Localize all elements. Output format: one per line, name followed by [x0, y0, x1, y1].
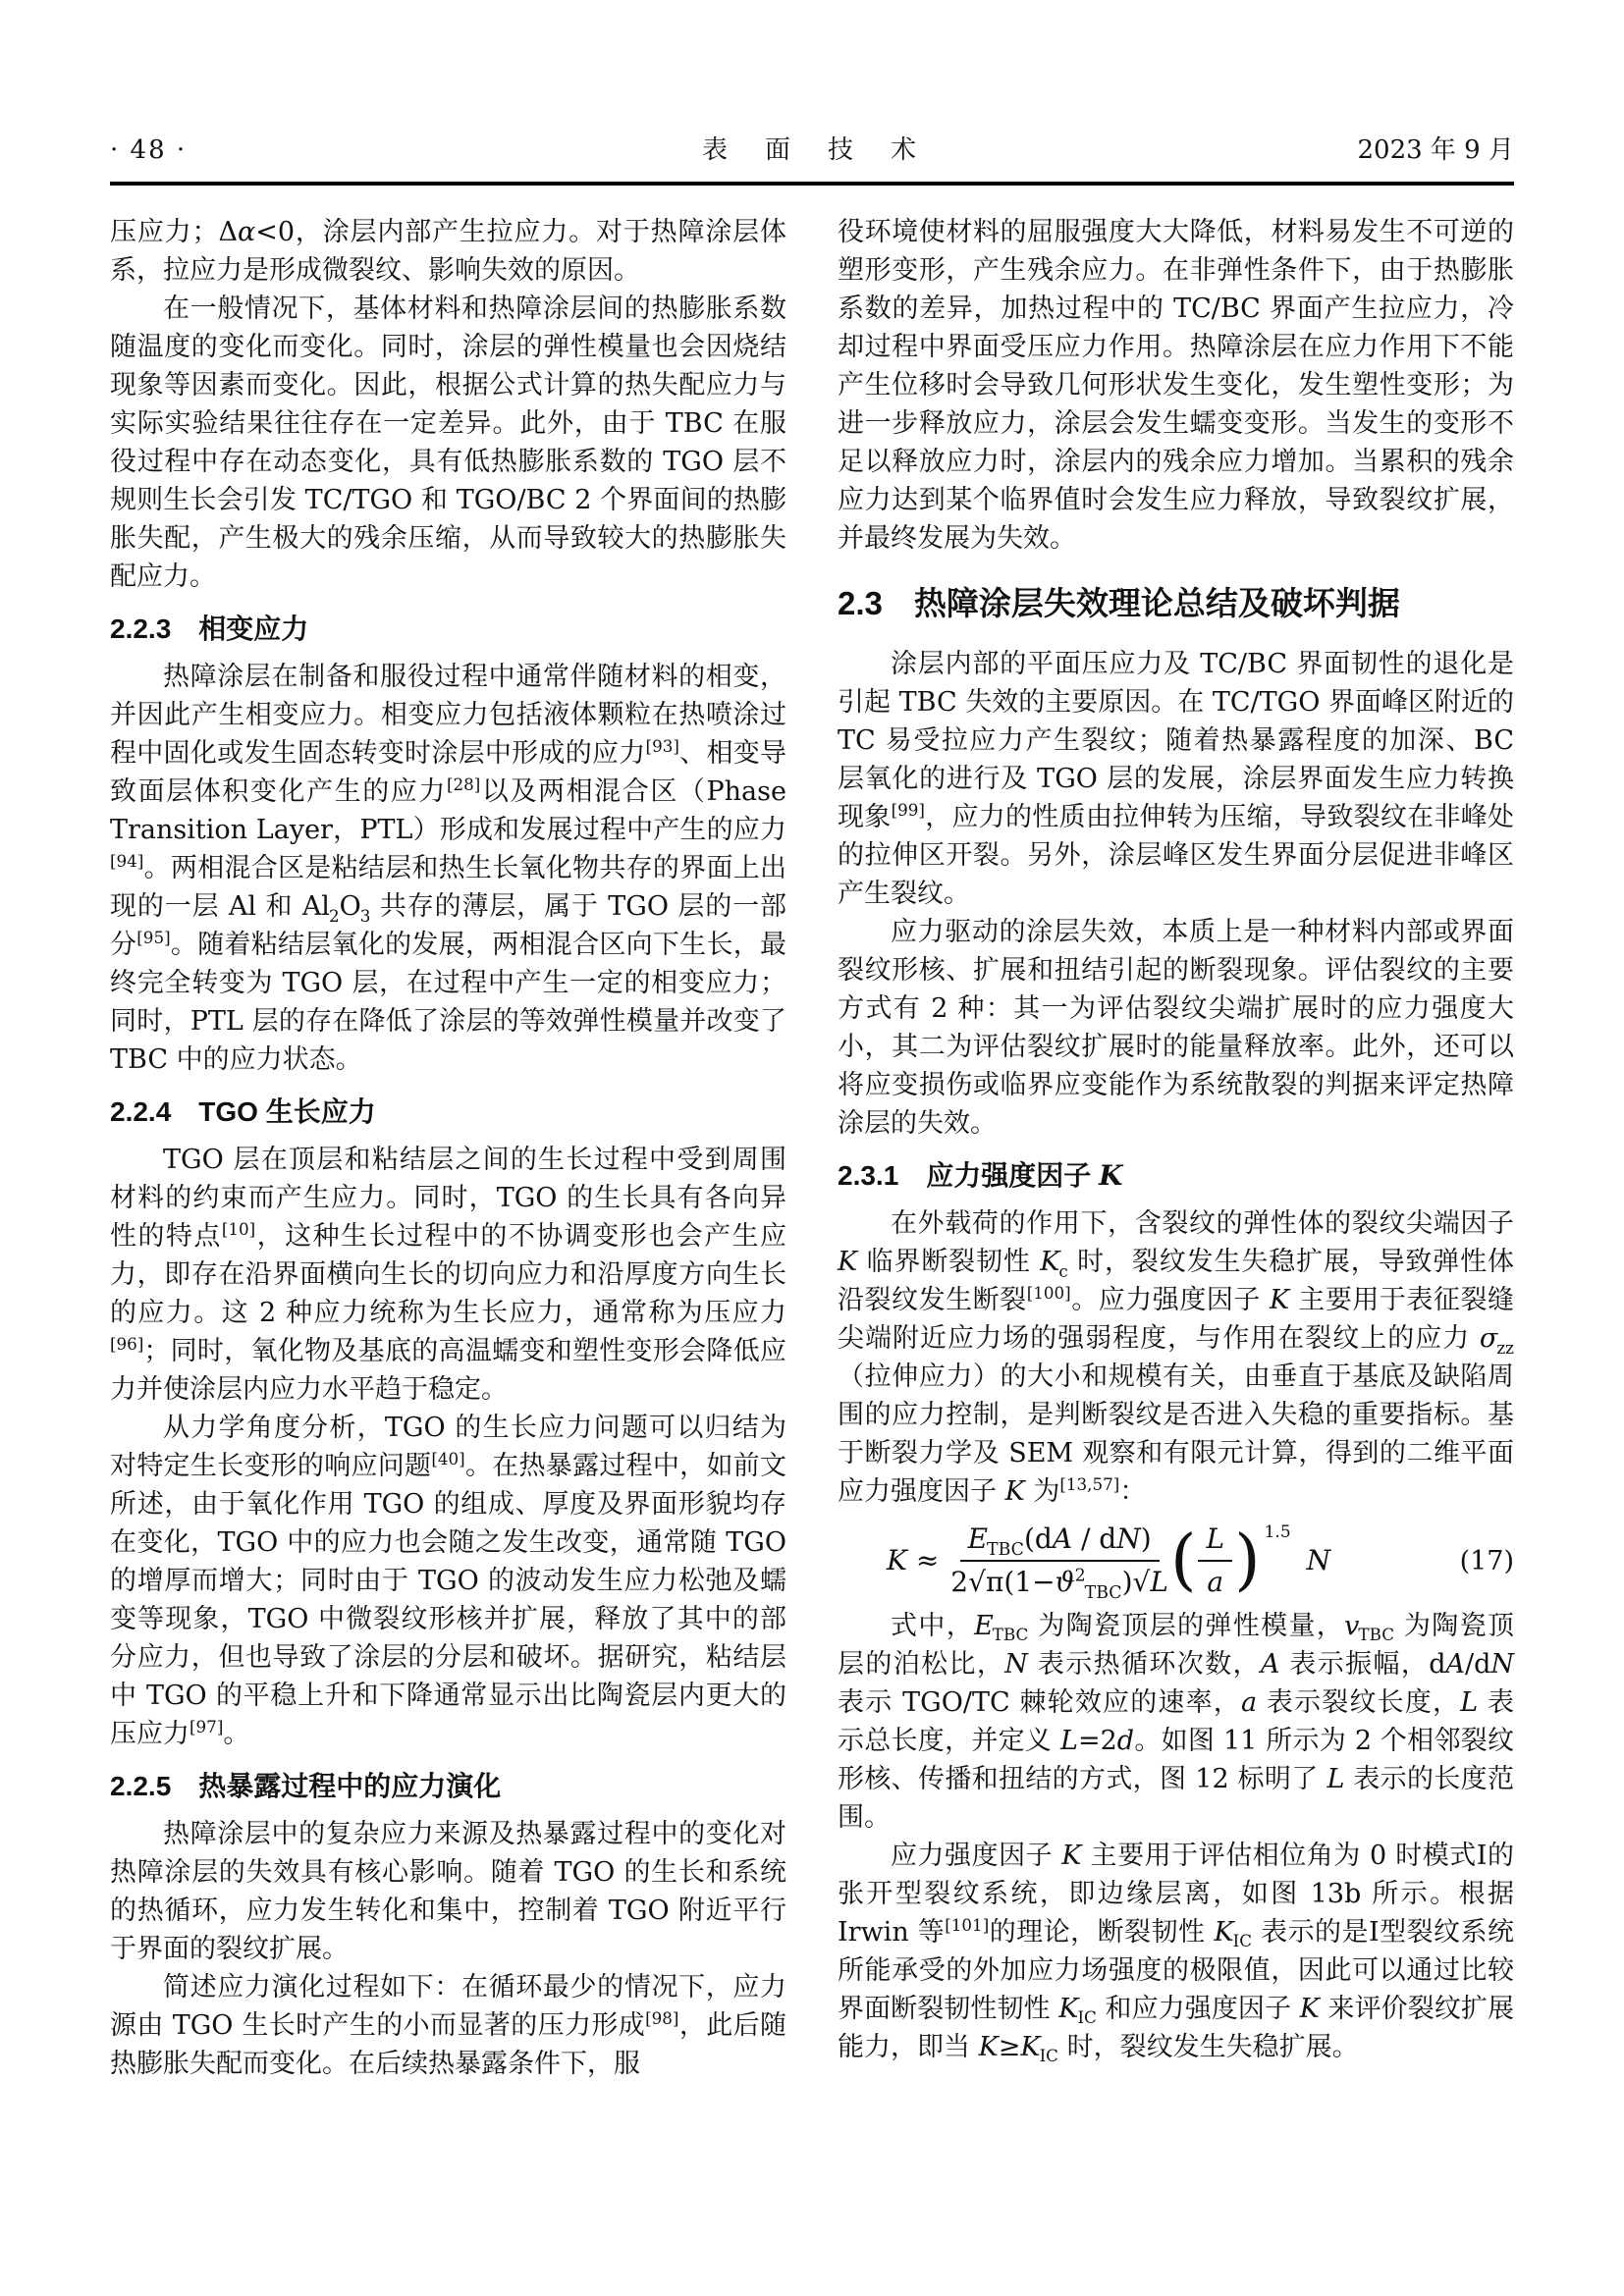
heading-title: 热障涂层失效理论总结及破坏判据 [913, 585, 1400, 622]
heading-title: 热暴露过程中的应力演化 [198, 1771, 502, 1802]
paragraph: 应力驱动的涂层失效，本质上是一种材料内部或界面裂纹形核、扩展和扭结引起的断裂现象。评估裂纹的主要方式有 2 种：其一为评估裂纹尖端扩展时的应力强度大小，其二为评估裂纹扩展时的能量释放率。此外，还可以将应变损伤或临界应变能作为系统散裂的判据来评定热障涂层的失效。 [838, 917, 1514, 1140]
left-parenthesis: ( [1169, 1521, 1197, 1599]
subsection-heading-2-3-1 [838, 1158, 1514, 1193]
fraction-numerator: $E_{TBC}(dA / dN)$ [960, 1522, 1160, 1562]
equation-tail: N [1306, 1544, 1331, 1577]
left-column [110, 213, 786, 2083]
paren-fraction-numerator: L [1198, 1522, 1232, 1562]
heading-number: 2.3.1 [838, 1160, 899, 1192]
paragraph: 涂层内部的平面压应力及 TC/BC 界面韧性的退化是引起 TBC 失效的主要原因。在 TC/TGO 界面峰区附近的 TC 易受拉应力产生裂纹；随着热暴露程度的加深、BC 层氧化的进行及 TGO 层的发展，涂层界面发生应力转换现象[99]，应力的性质由拉伸转为压缩，导致裂纹在非峰处的拉伸区开裂。另外，涂层峰区发生界面分层促进非峰区产生裂纹。 [838, 649, 1515, 910]
journal-title: 表 面 技 术 [701, 135, 922, 165]
paragraph: 应力强度因子 K 主要用于评估相位角为 0 时模式Ⅰ的张开型裂纹系统，即边缘层离，如图 13b 所示。根据 Irwin 等[101]的理论，断裂韧性 $K_{IC}$ 表示的是Ⅰ型裂纹系统所能承受的外加应力场强度的极限值，因此可以通过比较界面断裂韧性韧性 $K_{IC}$ 和应力强度因子 K 来评价裂纹扩展能力，即当 $K\ge K_{IC}$ 时，裂纹发生失稳扩展。 [838, 1840, 1514, 2066]
two-column-body [110, 213, 1514, 2083]
paren-fraction-denominator: a [1207, 1566, 1224, 1599]
right-parenthesis: ) [1234, 1521, 1261, 1599]
heading-number: 2.2.4 [110, 1096, 172, 1128]
subsection-heading-2-2-3 [110, 612, 786, 646]
paragraph: 在一般情况下，基体材料和热障涂层间的热膨胀系数随温度的变化而变化。同时，涂层的弹性模量也会因烧结现象等因素而变化。因此，根据公式计算的热失配应力与实际实验结果往往存在一定差异。此外，由于 TBC 在服役过程中存在动态变化，具有低热膨胀系数的 TGO 层不规则生长会引发 TC/TGO 和 TGO/BC 2 个界面间的热膨胀失配，产生极大的残余压缩，从而导致较大的热膨胀失配应力。 [110, 294, 786, 593]
paragraph: TGO 层在顶层和粘结层之间的生长过程中受到周围材料的约束而产生应力。同时，TGO 的生长具有各向异性的特点[10]，这种生长过程中的不协调变形也会产生应力，即存在沿界面横向生长的切向应力和沿厚度方向生长的应力。这 2 种应力统称为生长应力，通常称为压应力[96]；同时，氧化物及基底的高温蠕变和塑性变形会降低应力并使涂层内应力水平趋于稳定。 [110, 1145, 787, 1406]
heading-title: 相变应力 [198, 614, 309, 645]
page-header [110, 135, 1514, 166]
equation-fraction [950, 1522, 1168, 1603]
paragraph: 从力学角度分析，TGO 的生长应力问题可以归结为对特定生长变形的响应问题[40]。在热暴露过程中，如前文所述，由于氧化作用 TGO 的组成、厚度及界面形貌均存在变化，TGO 中的应力也会随之发生改变，通常随 TGO 的增厚而增大；同时由于 TGO 的波动发生应力松弛及蠕变等现象，TGO 中微裂纹形核并扩展，释放了其中的部分应力，但也导致了涂层的分层和破坏。据研究，粘结层中 TGO 的平稳上升和下降通常显示出比陶瓷层内更大的压应力[97]。 [110, 1413, 787, 1750]
paragraph: 热障涂层中的复杂应力来源及热暴露过程中的变化对热障涂层的失效具有核心影响。随着 TGO 的生长和系统的热循环，应力发生转化和集中，控制着 TGO 附近平行于界面的裂纹扩展。 [110, 1819, 786, 1965]
page-number: · 48 · [110, 135, 188, 165]
heading-title: TGO 生长应力 [198, 1096, 376, 1128]
paragraph: 役环境使材料的屈服强度大大降低，材料易发生不可逆的塑形变形，产生残余应力。在非弹性条件下，由于热膨胀系数的差异，加热过程中的 TC/BC 界面产生拉应力，冷却过程中界面受压应力作用。热障涂层在应力作用下不能产生位移时会导致几何形状发生变化，发生塑性变形；为进一步释放应力，涂层会发生蠕变变形。当发生的变形不足以释放应力时，涂层内的残余应力增加。当累积的残余应力达到某个临界值时会发生应力释放，导致裂纹扩展，并最终发展为失效。 [838, 217, 1514, 555]
subsection-heading-2-2-4 [110, 1095, 786, 1129]
heading-title: 应力强度因子 K [926, 1159, 1123, 1193]
equation-exponent: 1.5 [1264, 1522, 1291, 1543]
paragraph: 式中，$E_{TBC}$ 为陶瓷顶层的弹性模量，$v_{TBC}$ 为陶瓷顶层的泊松比，N 表示热循环次数，A 表示振幅，dA/dN 表示 TGO/TC 棘轮效应的速率，a 表示裂纹长度，L 表示总长度，并定义 L=2d。如图 11 所示为 2 个相邻裂纹形核、传播和扭结的方式，图 12 标明了 L 表示的长度范围。 [838, 1610, 1514, 1833]
equation-17 [838, 1521, 1514, 1603]
heading-number: 2.2.3 [110, 614, 172, 645]
paragraph: 压应力；Δα<0，涂层内部产生拉应力。对于热障涂层体系，拉应力是形成微裂纹、影响失效的原因。 [110, 217, 786, 287]
equation-number: (17) [1459, 1545, 1514, 1576]
paragraph: 简述应力演化过程如下：在循环最少的情况下，应力源由 TGO 生长时产生的小而显著的压力形成[98]，此后随热膨胀失配而变化。在后续热暴露条件下，服 [110, 1972, 786, 2080]
issue-date: 2023 年 9 月 [1357, 135, 1514, 165]
equation-lhs: K ≈ [887, 1544, 940, 1577]
section-heading-2-3 [838, 583, 1514, 623]
equation-body [887, 1521, 1331, 1603]
fraction-denominator: $2√\pi(1-ϑ^2_{TBC})√L$ [950, 1566, 1168, 1603]
heading-number: 2.3 [838, 585, 883, 622]
header-rule [110, 182, 1514, 186]
right-column [838, 213, 1514, 2083]
paragraph: 热障涂层在制备和服役过程中通常伴随材料的相变，并因此产生相变应力。相变应力包括液体颗粒在热喷涂过程中固化或发生固态转变时涂层中形成的应力[93]、相变导致面层体积变化产生的应力[28]以及两相混合区（Phase Transition Layer，PTL）形成和发展过程中产生的应力[94]。两相混合区是粘结层和热生长氧化物共存的界面上出现的一层 Al 和 $Al_2O_3$ 共存的薄层，属于 TGO 层的一部分[95]。随着粘结层氧化的发展，两相混合区向下生长，最终完全转变为 TGO 层，在过程中产生一定的相变应力；同时，PTL 层的存在降低了涂层的等效弹性模量并改变了 TBC 中的应力状态。 [110, 662, 787, 1076]
paren-fraction [1198, 1522, 1232, 1598]
subsection-heading-2-2-5 [110, 1769, 786, 1803]
paragraph: 在外载荷的作用下，含裂纹的弹性体的裂纹尖端因子 K 临界断裂韧性 $K_c$ 时，裂纹发生失稳扩展，导致弹性体沿裂纹发生断裂[100]。应力强度因子 K 主要用于表征裂缝尖端附近应力场的强弱程度，与作用在裂纹上的应力 $\sigma_{zz}$（拉伸应力）的大小和规模有关，由垂直于基底及缺陷周围的应力控制，是判断裂纹是否进入失稳的重要指标。基于断裂力学及 SEM 观察和有限元计算，得到的二维平面应力强度因子 K 为[13,57]： [838, 1208, 1514, 1508]
heading-number: 2.2.5 [110, 1771, 172, 1802]
